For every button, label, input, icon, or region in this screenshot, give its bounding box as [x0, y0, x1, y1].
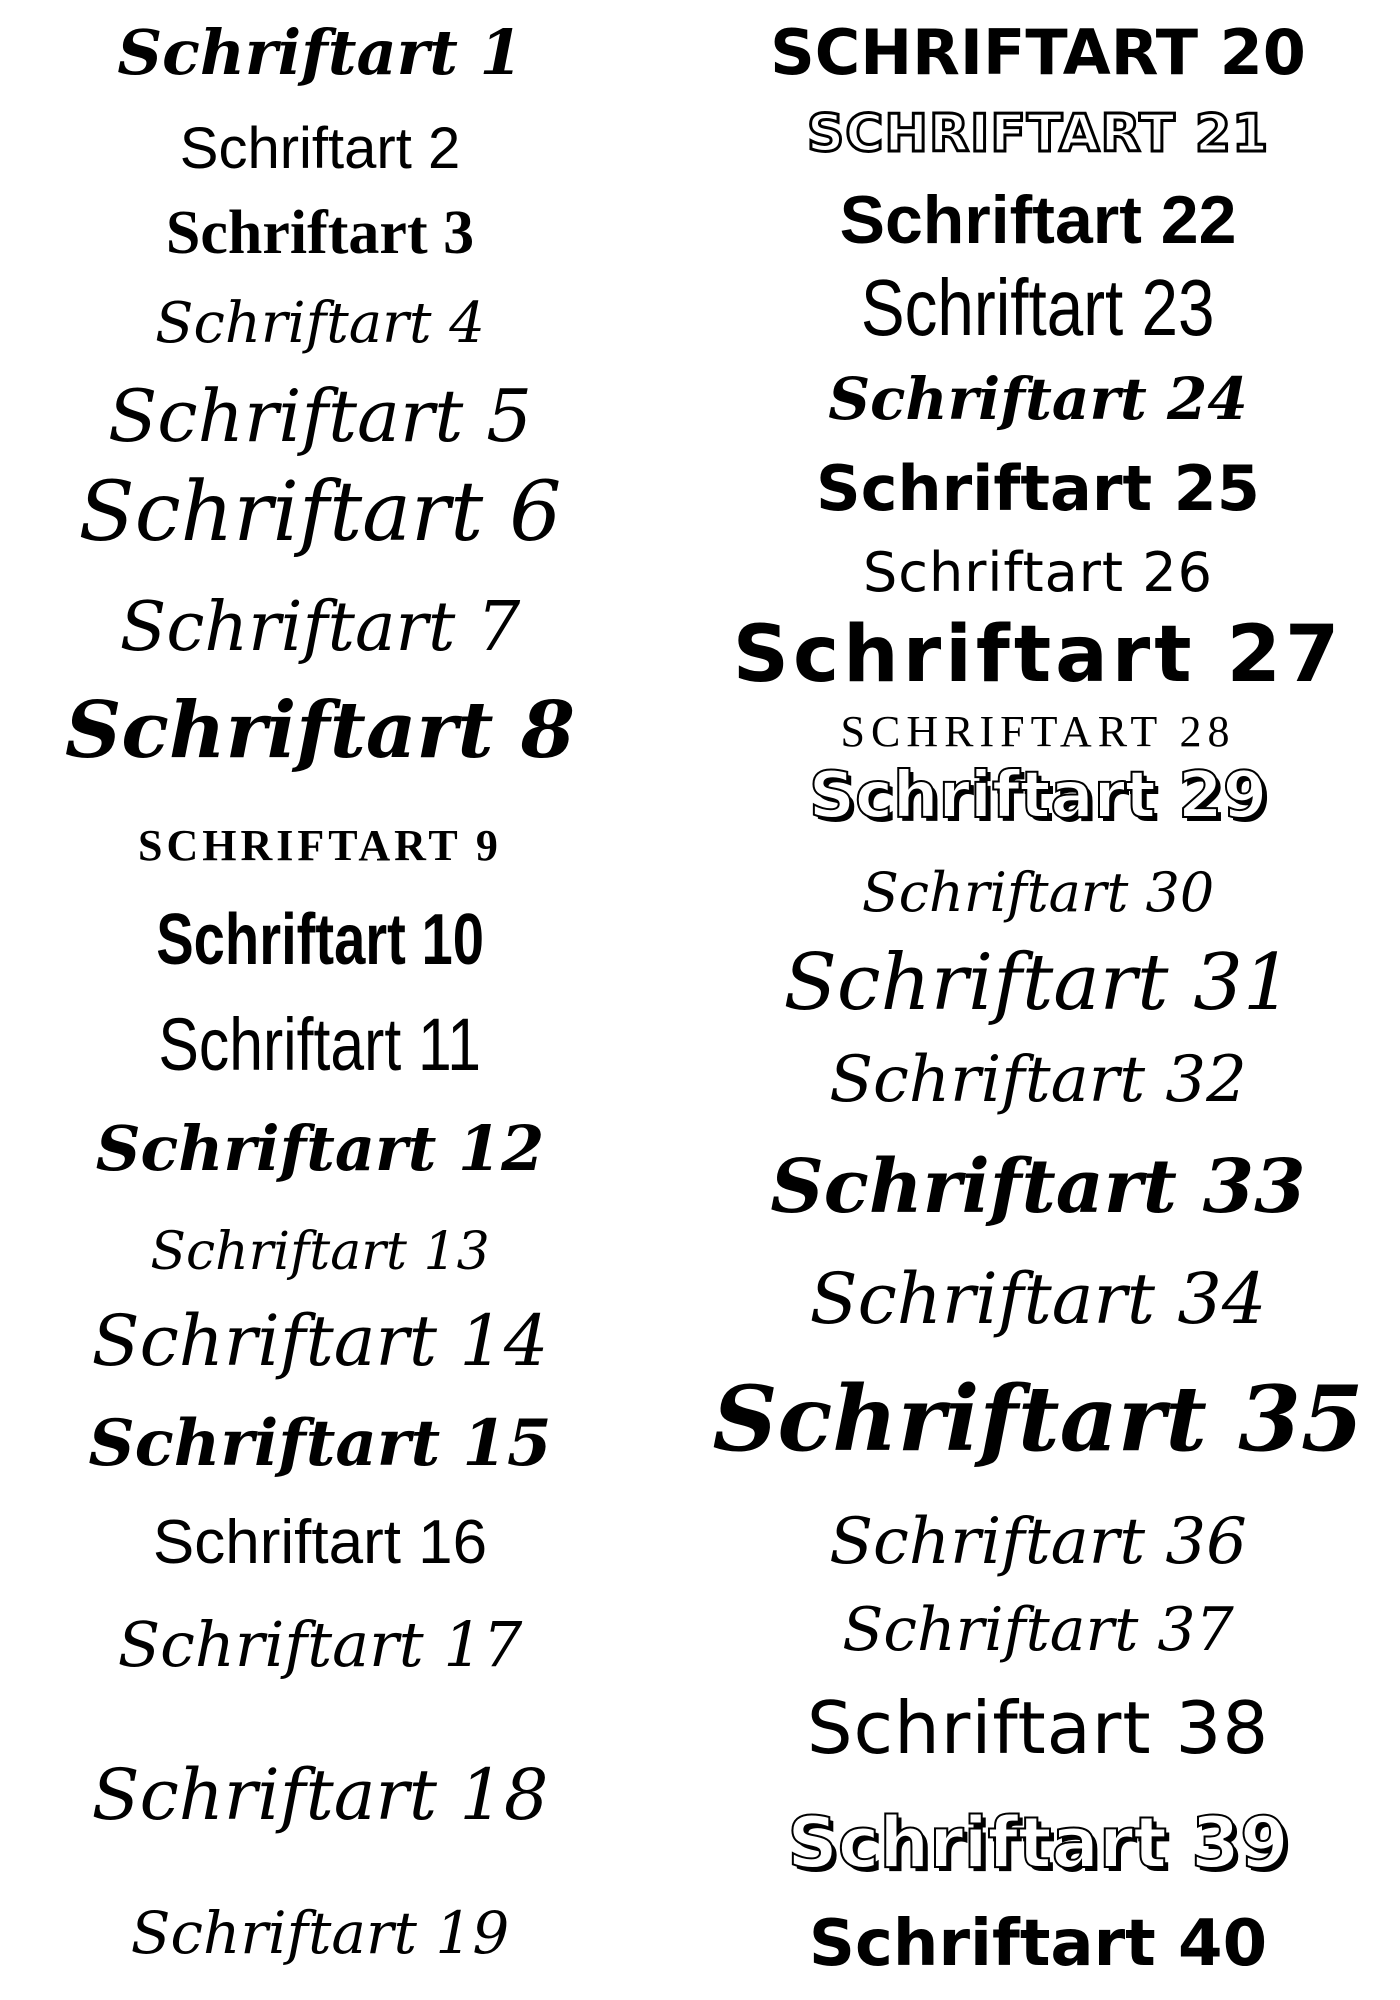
right-font-column	[700, 0, 1400, 2000]
font-sample-37: Schriftart 37	[842, 1595, 1234, 1665]
font-sample-7: Schriftart 7	[119, 588, 521, 667]
font-sample-4: Schriftart 4	[155, 291, 485, 356]
font-sample-19: Schriftart 19	[130, 1899, 510, 1967]
font-sample-14: Schriftart 14	[91, 1300, 549, 1382]
font-sample-33: Schriftart 33	[770, 1144, 1306, 1230]
font-sample-26: Schriftart 26	[863, 541, 1213, 604]
font-sample-22: Schriftart 22	[839, 182, 1237, 258]
font-sample-32: Schriftart 32	[829, 1043, 1247, 1117]
font-sample-3: Schriftart 3	[165, 199, 475, 267]
font-sample-28: SCHRIFTART 28	[840, 707, 1236, 756]
font-sample-17: Schriftart 17	[117, 1608, 523, 1681]
font-sample-9: SCHRIFTART 9	[138, 821, 502, 870]
font-sample-20: SCHRIFTART 20	[770, 16, 1306, 89]
font-sample-2: Schriftart 2	[179, 116, 461, 181]
font-sample-31: Schriftart 31	[783, 938, 1293, 1028]
font-sample-38: Schriftart 38	[806, 1686, 1270, 1770]
font-sample-29: Schriftart 29	[808, 759, 1268, 833]
font-sample-27: Schriftart 27	[732, 610, 1344, 700]
font-sample-6: Schriftart 6	[78, 465, 562, 560]
font-sample-35: Schriftart 35	[712, 1366, 1364, 1472]
font-sample-1: Schriftart 1	[117, 16, 523, 89]
font-sample-25: Schriftart 25	[816, 452, 1260, 525]
font-sample-39: Schriftart 39	[787, 1802, 1289, 1884]
font-sample-12: Schriftart 12	[95, 1112, 545, 1185]
font-sample-13: Schriftart 13	[150, 1222, 490, 1282]
font-sample-36: Schriftart 36	[829, 1505, 1247, 1579]
font-sample-21: SCHRIFTART 21	[806, 104, 1270, 164]
font-sample-34: Schriftart 34	[809, 1258, 1267, 1340]
font-sample-10: Schriftart 10	[156, 900, 484, 980]
font-sample-15: Schriftart 15	[88, 1406, 552, 1481]
font-sample-18: Schriftart 18	[91, 1754, 549, 1836]
font-sample-16: Schriftart 16	[152, 1508, 488, 1577]
font-sample-30: Schriftart 30	[861, 861, 1215, 924]
font-sample-8: Schriftart 8	[65, 685, 575, 776]
font-sample-24: Schriftart 24	[828, 365, 1248, 433]
font-sample-11: Schriftart 11	[158, 1003, 482, 1086]
font-sample-23: Schriftart 23	[861, 263, 1215, 352]
font-sample-40: Schriftart 40	[808, 1907, 1268, 1981]
font-sample-5: Schriftart 5	[107, 374, 533, 458]
